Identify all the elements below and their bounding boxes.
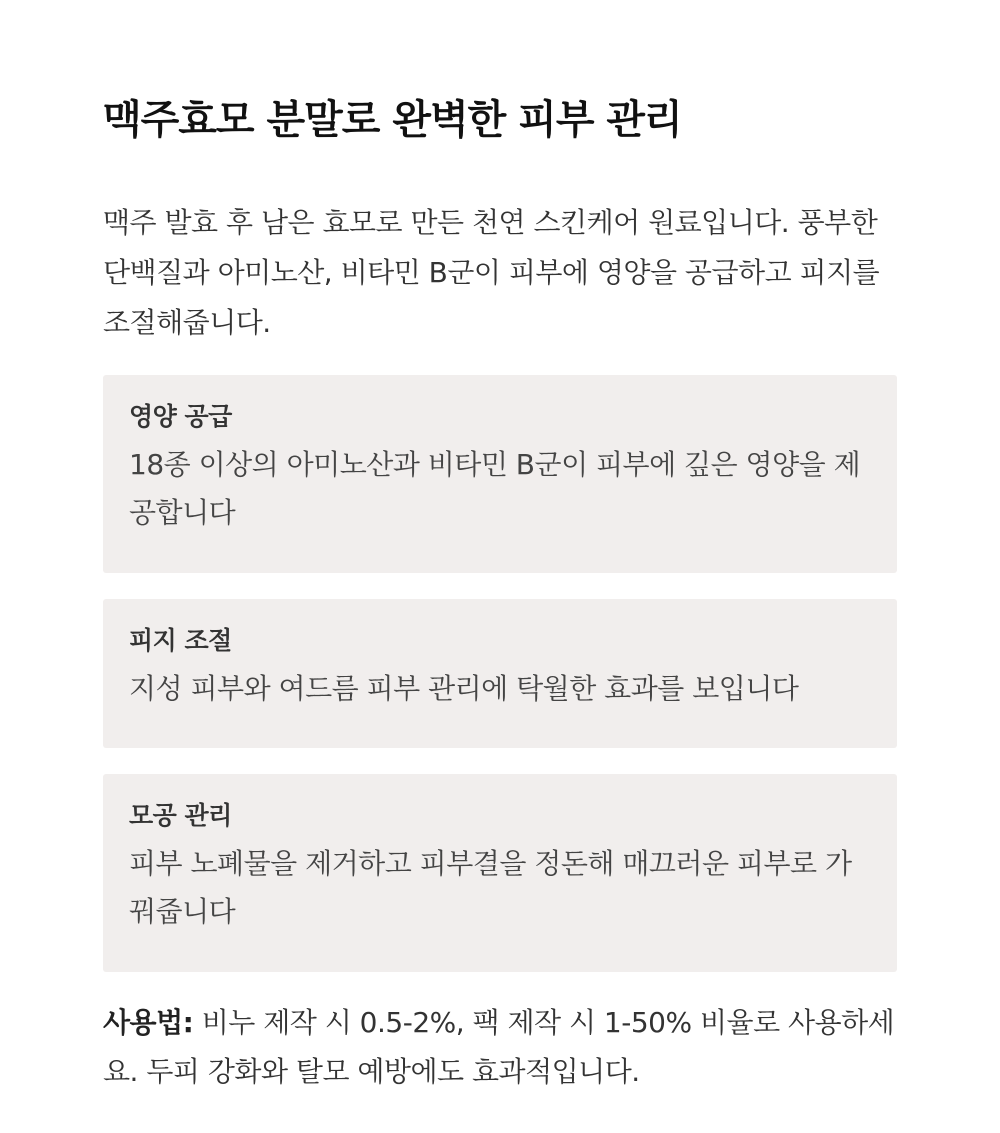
feature-card-title: 모공 관리	[129, 801, 232, 830]
feature-card-nutrition	[103, 375, 897, 573]
feature-card-pore-care	[103, 774, 897, 972]
page-title: 맥주효모 분말로 완벽한 피부 관리	[103, 97, 682, 143]
intro-paragraph: 맥주 발효 후 남은 효모로 만든 천연 스킨케어 원료입니다. 풍부한 단백질과 아미노산, 비타민 B군이 피부에 영양을 공급하고 피지를 조절해줍니다.	[103, 206, 880, 339]
feature-card-title: 영양 공급	[129, 402, 232, 431]
feature-card-sebum-control	[103, 599, 897, 748]
feature-card-title: 피지 조절	[129, 626, 232, 655]
usage-note	[103, 998, 903, 1096]
usage-label: 사용법:	[103, 1006, 194, 1039]
feature-card-description: 지성 피부와 여드름 피부 관리에 탁월한 효과를 보입니다	[129, 672, 799, 705]
feature-card-description: 피부 노폐물을 제거하고 피부결을 정돈해 매끄러운 피부로 가꿔줍니다	[129, 847, 852, 928]
feature-card-description: 18종 이상의 아미노산과 비타민 B군이 피부에 깊은 영양을 제공합니다	[129, 448, 861, 529]
usage-text: 비누 제작 시 0.5-2%, 팩 제작 시 1-50% 비율로 사용하세요. 두피 강화와 탈모 예방에도 효과적입니다.	[103, 1006, 895, 1088]
